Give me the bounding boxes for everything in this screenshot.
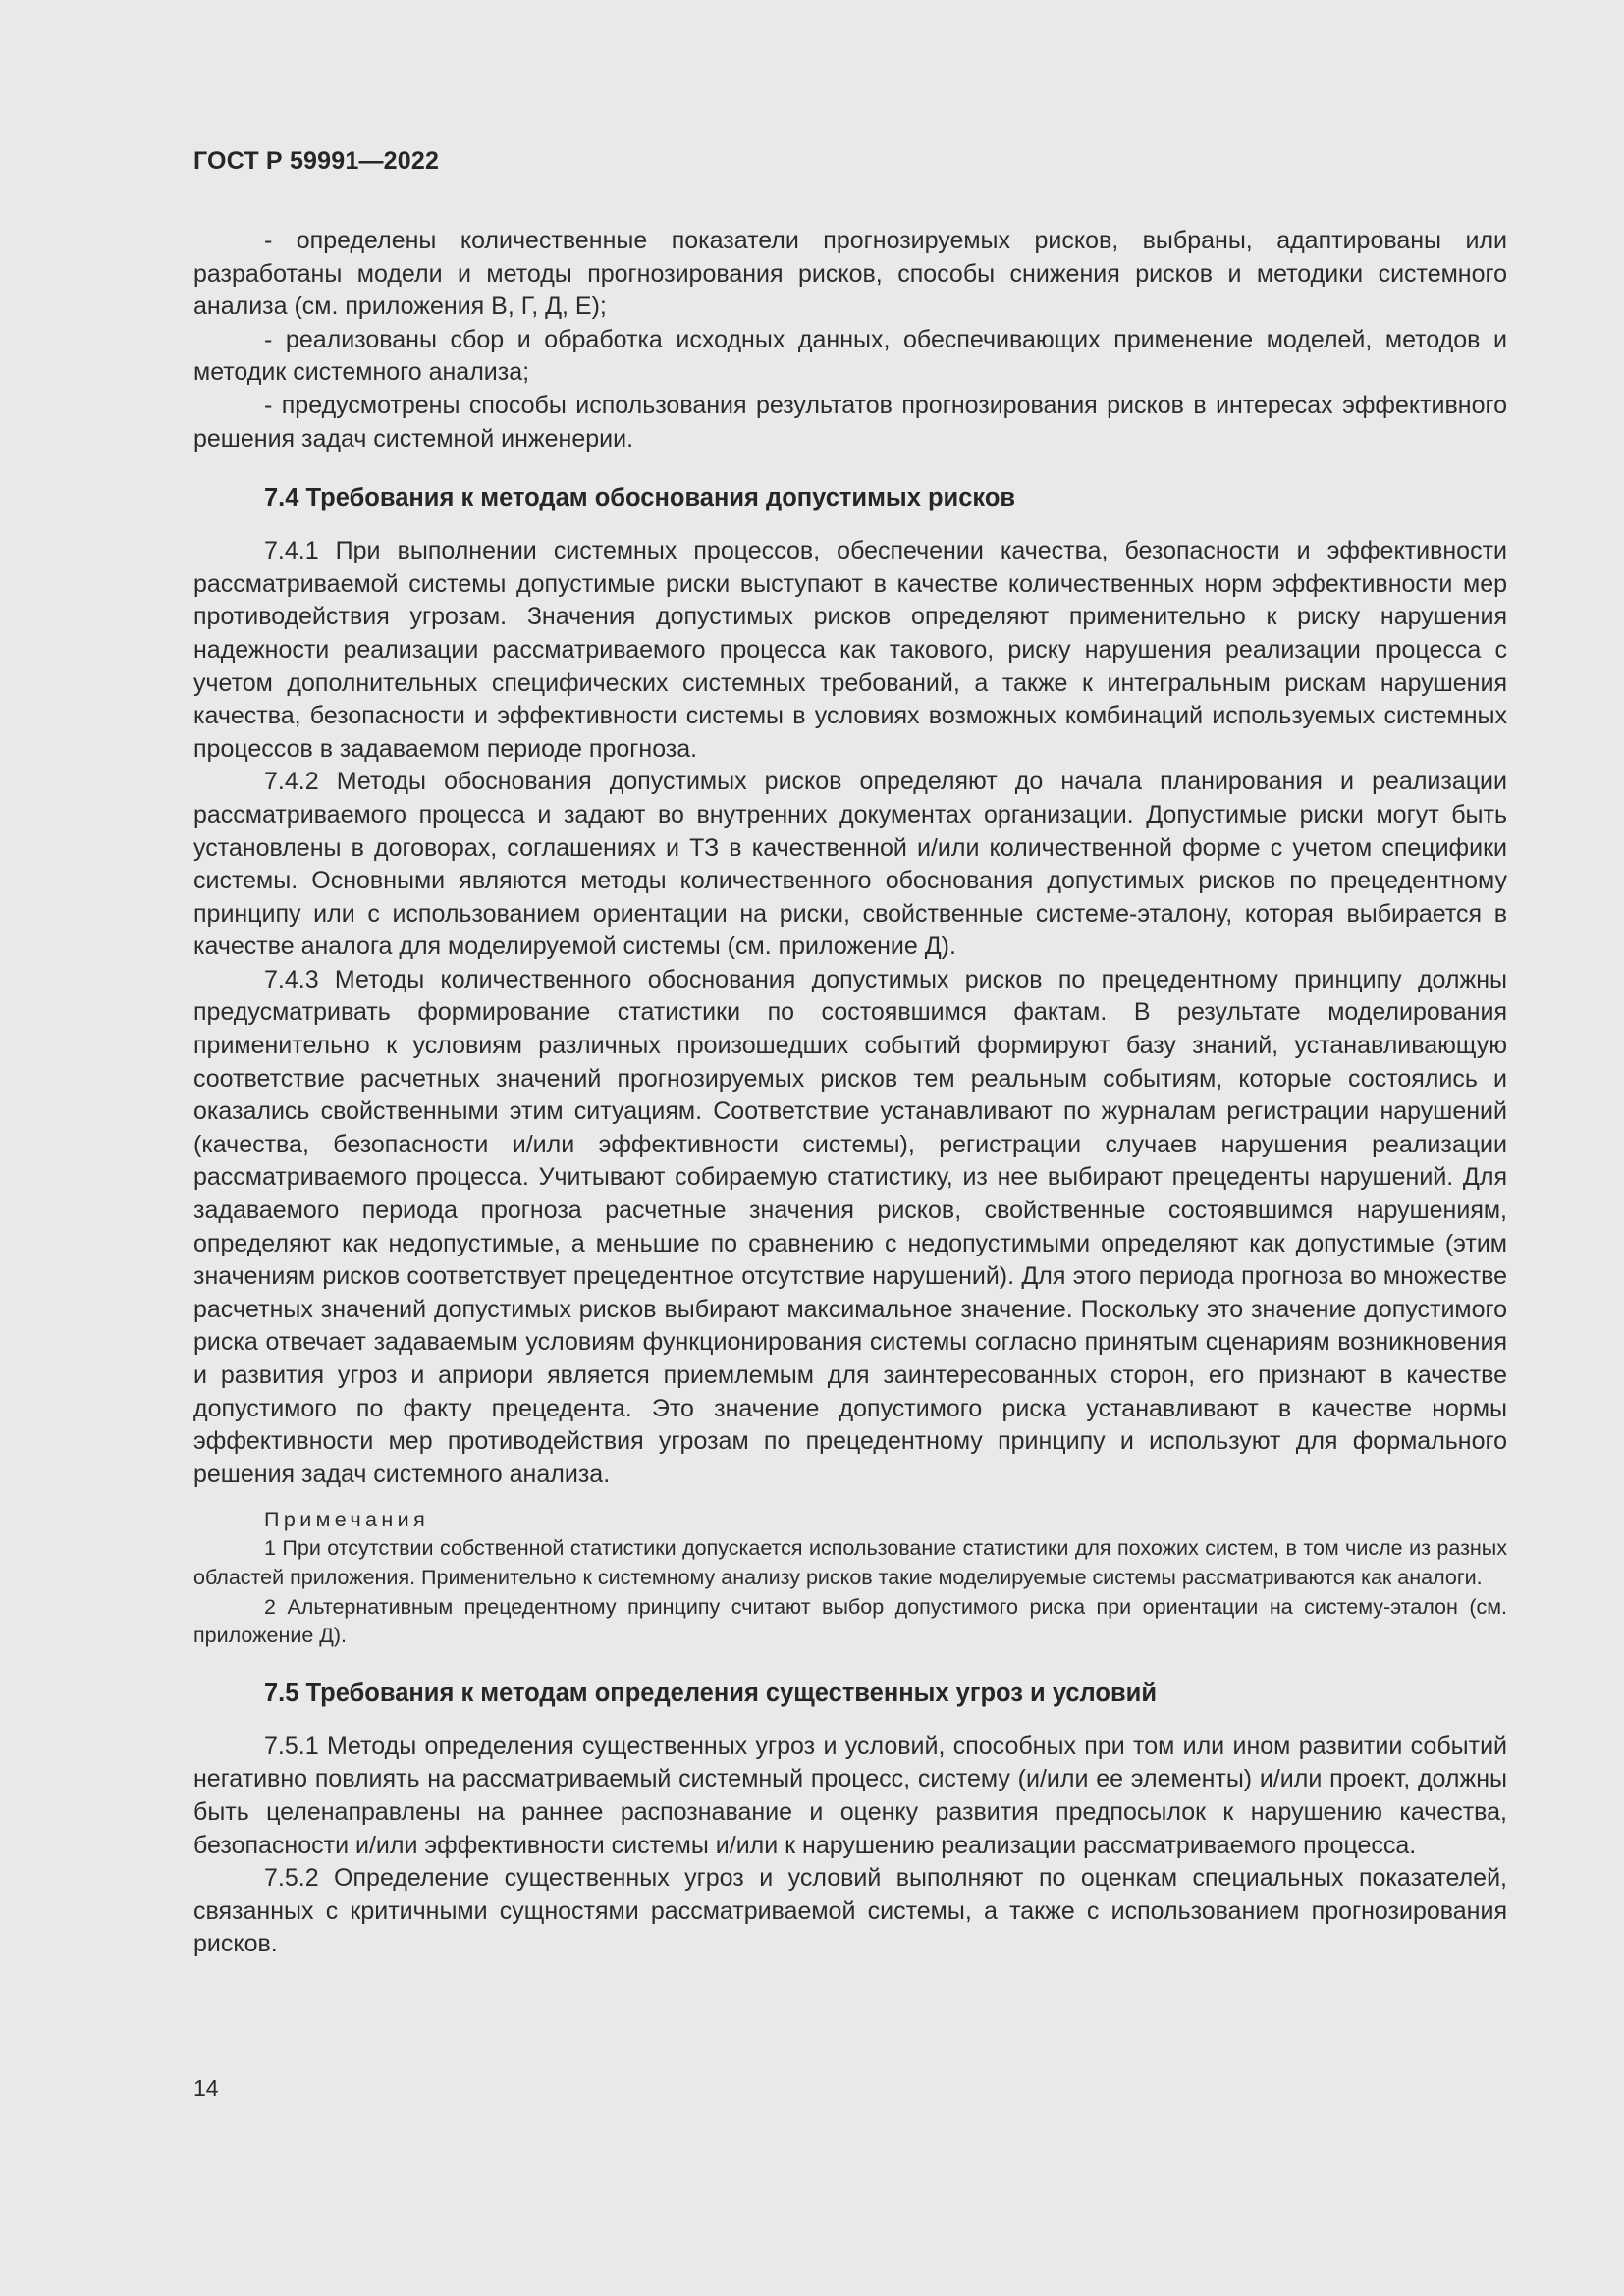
paragraph-7-5-2: 7.5.2 Определение существенных угроз и условий выполняют по оценкам специальных показателей, связанных с критичными сущностями рассматриваемой системы, а также с использованием прогнозирования рисков. [193,1864,1507,1958]
notes-title: Примечания [264,1508,430,1532]
document-body [193,225,1507,1961]
document-page [193,0,1507,2296]
paragraph-7-5-1: 7.5.1 Методы определения существенных угроз и условий, способных при том или ином развитии событий негативно повлиять на рассматриваемый системный процесс, систему (и/или ее элементы) и/или проект, должны быть целенаправлены на раннее распознавание и оценку развития предпосылок к нарушению качества, безопасности и/или эффективности системы и/или к нарушению реализации рассматриваемого процесса. [193,1732,1507,1859]
section-heading-7-4: 7.4 Требования к методам обоснования допустимых рисков [264,484,1016,512]
paragraph-7-4-2: 7.4.2 Методы обоснования допустимых рисков определяют до начала планирования и реализации рассматриваемого процесса и задают во внутренних документах организации. Допустимые риски могут быть установлены в договорах, соглашениях и ТЗ в качественной и/или количественной форме с учетом специфики системы. Основными являются методы количественного обоснования допустимых рисков по прецедентному принципу или с использованием ориентации на риски, свойственные системе-эталону, которая выбирается в качестве аналога для моделируемой системы (см. приложение Д). [193,768,1507,961]
note-item: 2 Альтернативным прецедентному принципу считают выбор допустимого риска при ориентации на систему-эталон (см. приложение Д). [193,1594,1507,1648]
page-number: 14 [193,2075,219,2101]
list-item: - определены количественные показатели прогнозируемых рисков, выбраны, адаптированы или разработаны модели и методы прогнозирования рисков, способы снижения рисков и методики системного анализа (см. приложения В, Г, Д, Е); [193,227,1507,321]
paragraph-7-4-3: 7.4.3 Методы количественного обоснования допустимых рисков по прецедентному принципу должны предусматривать формирование статистики по состоявшимся фактам. В результате моделирования применительно к условиям различных произошедших событий формируют базу знаний, устанавливающую соответствие расчетных значений прогнозируемых рисков тем реальным событиям, которые состоялись и оказались свойственными этим ситуациям. Соответствие устанавливают по журналам регистрации нарушений (качества, безопасности и/или эффективности системы), регистрации случаев нарушения реализации рассматриваемого процесса. Учитывают собираемую статистику, из нее выбирают прецеденты нарушений. Для задаваемого периода прогноза расчетные значения рисков, свойственные состоявшимся нарушениям, определяют как недопустимые, а меньшие по сравнению с недопустимыми определяют как допустимые (этим значениям рисков соответствует прецедентное отсутствие нарушений). Для этого периода прогноза во множестве расчетных значений допустимых рисков выбирают максимальное значение. Поскольку это значение допустимого риска отвечает задаваемым условиям функционирования системы согласно принятым сценариям возникновения и развития угроз и априори является приемлемым для заинтересованных сторон, его признают в качестве допустимого по факту прецедента. Это значение допустимого риска устанавливают в качестве нормы эффективности мер противодействия угрозам по прецедентному принципу и используют для формального решения задач системного анализа. [193,965,1507,1488]
section-heading-7-5: 7.5 Требования к методам определения существенных угроз и условий [264,1679,1158,1707]
list-item: - предусмотрены способы использования результатов прогнозирования рисков в интересах эффективного решения задач системной инженерии. [193,391,1507,453]
document-header: ГОСТ Р 59991—2022 [193,147,440,175]
note-item: 1 При отсутствии собственной статистики допускается использование статистики для похожих систем, в том числе из разных областей приложения. Применительно к системному анализу рисков такие моделируемые системы рассматриваются как аналоги. [193,1536,1507,1589]
paragraph-7-4-1: 7.4.1 При выполнении системных процессов, обеспечении качества, безопасности и эффективности рассматриваемой системы допустимые риски выступают в качестве количественных норм эффективности мер противодействия угрозам. Значения допустимых рисков определяют применительно к риску нарушения надежности реализации рассматриваемого процесса как такового, риску нарушения реализации процесса с учетом дополнительных специфических системных требований, а также к интегральным рискам нарушения качества, безопасности и эффективности системы в условиях возможных комбинаций используемых системных процессов в задаваемом периоде прогноза. [193,537,1507,763]
list-item: - реализованы сбор и обработка исходных данных, обеспечивающих применение моделей, методов и методик системного анализа; [193,325,1507,387]
